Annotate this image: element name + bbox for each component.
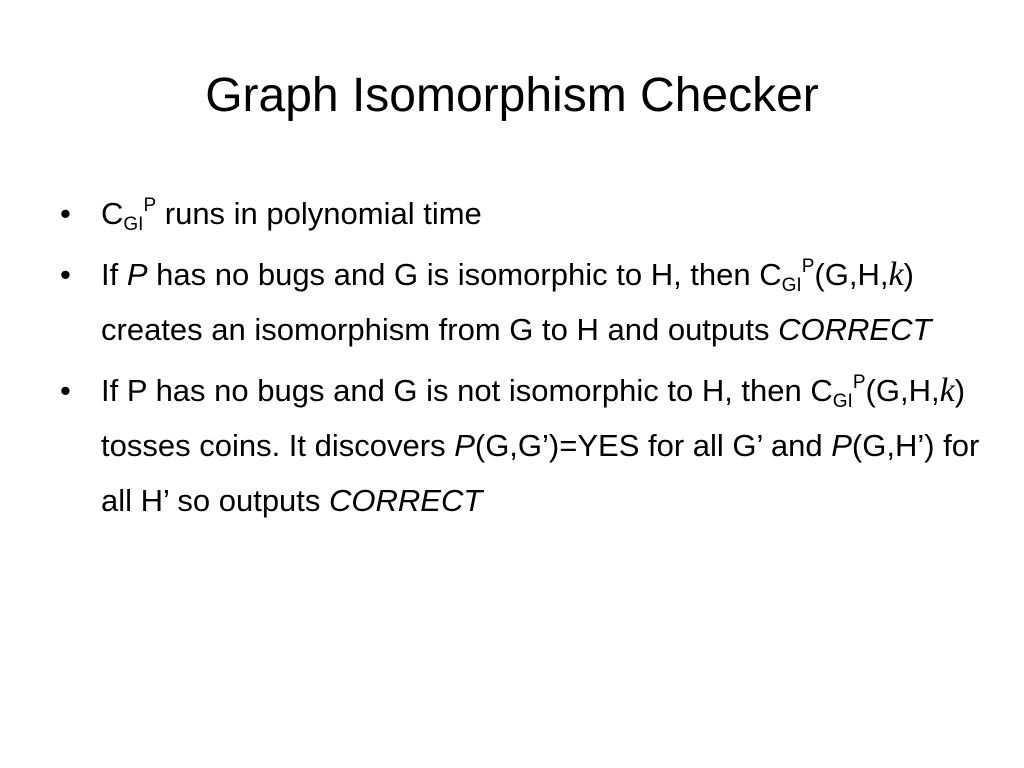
program-symbol: P [454, 428, 475, 463]
bullet-text: If [101, 257, 127, 292]
bullet-text: runs in polynomial time [156, 196, 482, 231]
program-symbol: P [126, 257, 148, 292]
slide-title: Graph Isomorphism Checker [205, 69, 819, 122]
correct-label: CORRECT [329, 483, 483, 518]
bullet-text: (G,G’)=YES for all G’ and [474, 428, 832, 463]
bullet-text: (G,H’) for all H’ so outputs [101, 428, 980, 518]
k-symbol: k [888, 256, 904, 293]
program-symbol: P [831, 428, 852, 463]
bullet-text: If P has no bugs and G is not isomorphic to H, then [101, 373, 811, 408]
bullet-text: (G,H, [865, 373, 940, 408]
k-symbol: k [939, 372, 955, 409]
bullet-text: has no bugs and G is isomorphic to H, then [147, 257, 760, 292]
checker-symbol: $C_{GI}^P$ [101, 195, 157, 235]
bullet-item-3 [60, 363, 980, 528]
bullet-text: (G,H, [814, 257, 889, 292]
bullet-item-1 [60, 186, 980, 241]
bullet-marker: • [60, 373, 71, 408]
bullet-marker: • [60, 257, 71, 292]
bullet-item-2 [60, 247, 980, 357]
checker-symbol: $C_{GI}^P$ [759, 256, 815, 296]
checker-symbol: $C_{GI}^P$ [810, 372, 866, 412]
bullet-text: ) creates an isomorphism from G to H and outputs [101, 257, 914, 347]
correct-label: CORRECT [778, 312, 932, 347]
bullet-marker: • [60, 196, 71, 231]
bullet-text: ) tosses coins. It discovers [101, 373, 966, 463]
bullet-list [60, 186, 980, 534]
